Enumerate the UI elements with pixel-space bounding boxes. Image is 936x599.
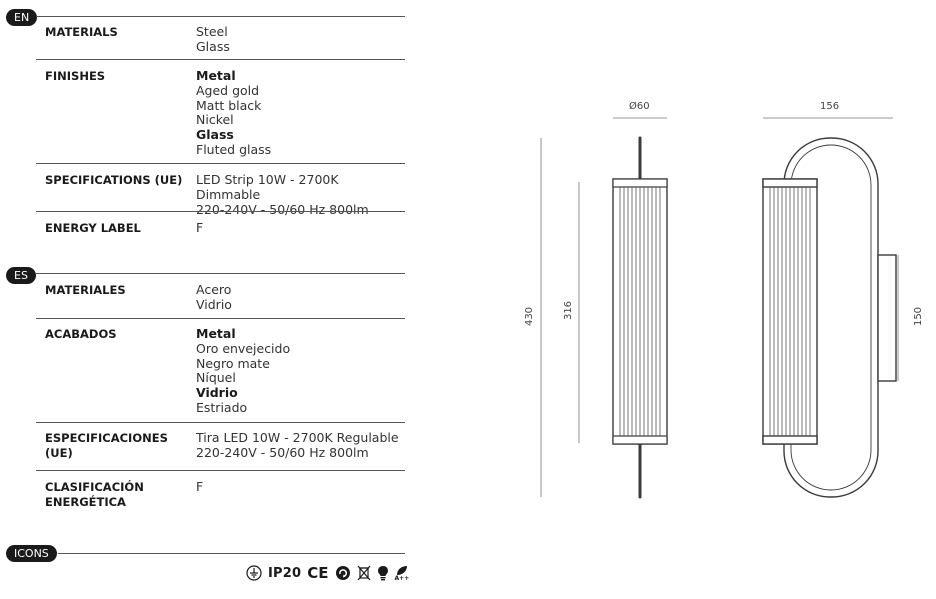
spec-value: Nickel [196, 112, 234, 128]
energy-class-label: A++ [394, 574, 410, 582]
spec-value-heading: Vidrio [196, 385, 238, 401]
row-divider [36, 318, 405, 319]
spec-row-materials [45, 25, 405, 57]
crossed-bin-icon [357, 564, 371, 582]
spec-label: MATERIALES [45, 283, 126, 297]
side-view-frame [784, 138, 878, 497]
spec-value: Níquel [196, 370, 236, 386]
spec-value: Estriado [196, 399, 248, 415]
spec-value: Matt black [196, 97, 262, 113]
spec-values [196, 69, 271, 158]
spec-row-materiales [45, 283, 405, 315]
spec-values [196, 221, 203, 236]
spec-value: LED Strip 10W - 2700K Dimmable [196, 172, 339, 202]
side-view-cap-top [763, 179, 817, 187]
spec-value: Acero [196, 282, 232, 297]
spec-values [196, 480, 203, 495]
spec-label: CLASIFICACIÓN ENERGÉTICA [45, 480, 144, 509]
front-view-tube [613, 179, 667, 444]
spec-value: Fluted glass [196, 141, 272, 157]
section-rule-en [36, 16, 405, 17]
spec-row-acabados [45, 327, 405, 417]
spec-value: F [196, 479, 204, 494]
dim-label-plate-height: 150 [913, 306, 925, 327]
spec-label: ESPECIFICACIONES (UE) [45, 431, 168, 460]
spec-row-specifications [45, 172, 405, 217]
spec-label: MATERIALS [45, 25, 118, 39]
certification-icons [246, 564, 409, 582]
row-divider [36, 163, 405, 164]
spec-value: Tira LED 10W - 2700K Regulable [196, 430, 399, 445]
recycle-icon [335, 564, 351, 582]
spec-value: Negro mate [196, 355, 270, 371]
spec-value: Vidrio [196, 296, 232, 312]
spec-value-heading: Metal [196, 326, 236, 341]
spec-value: F [196, 220, 204, 235]
dim-label-diameter: Ø60 [629, 101, 650, 112]
spec-values [196, 431, 399, 461]
spec-row-finishes [45, 69, 405, 159]
row-divider [36, 211, 405, 212]
row-divider [36, 59, 405, 60]
side-view-tube [763, 179, 817, 444]
spec-values [196, 327, 290, 416]
section-tag-en: EN [6, 9, 37, 26]
spec-label: SPECIFICATIONS (UE) [45, 173, 183, 187]
section-tag-es: ES [6, 267, 36, 284]
earth-ground-icon [246, 564, 262, 582]
led-bulb-icon [377, 564, 389, 582]
dim-label-width: 156 [820, 101, 840, 112]
ce-mark-icon: CE [307, 564, 329, 582]
section-tag-icons: ICONS [6, 545, 57, 562]
spec-row-especificaciones [45, 431, 405, 465]
side-view-frame-inner [791, 145, 871, 490]
dim-label-total-height: 430 [524, 306, 536, 327]
spec-value: Steel [196, 24, 228, 39]
side-view-wall-plate [878, 255, 896, 381]
section-rule-es [36, 273, 405, 274]
spec-value: Glass [196, 38, 230, 54]
spec-value-heading: Glass [196, 127, 234, 143]
energy-class-icon [395, 564, 410, 582]
spec-value: 220-240V - 50/60 Hz 800lm [196, 444, 369, 460]
spec-value: Oro envejecido [196, 340, 291, 356]
side-view-cap-bottom [763, 436, 817, 444]
dim-label-body-height: 316 [563, 300, 575, 321]
front-view-cap-bottom [613, 436, 667, 444]
spec-label: FINISHES [45, 69, 106, 83]
row-divider [36, 470, 405, 471]
spec-row-energy-label [45, 221, 405, 241]
spec-values [196, 25, 230, 55]
spec-row-clasificacion [45, 480, 405, 514]
section-rule-icons [58, 553, 405, 554]
spec-label: ACABADOS [45, 327, 117, 341]
spec-label: ENERGY LABEL [45, 221, 141, 235]
row-divider [36, 422, 405, 423]
spec-value-heading: Metal [196, 68, 236, 83]
spec-values [196, 283, 232, 313]
front-view-cap-top [613, 179, 667, 187]
spec-value: Aged gold [196, 82, 260, 98]
ip-rating-label: IP20 [268, 565, 302, 581]
spec-value: 220-240V - 50/60 Hz 800lm [196, 201, 369, 217]
